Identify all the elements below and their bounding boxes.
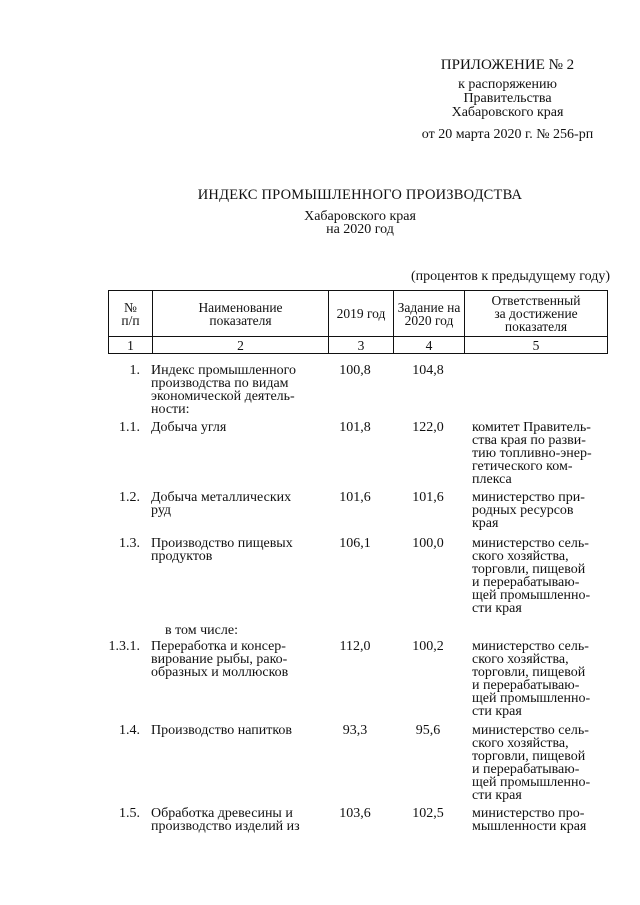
row-number: 1.5.	[119, 806, 140, 821]
appendix-date: от 20 марта 2020 г. № 256-рп	[421, 127, 594, 142]
header-task-2020: Задание на 2020 год	[394, 291, 465, 337]
row-indicator-name: Производство напитков	[151, 723, 293, 738]
header-num: № п/п	[109, 291, 153, 337]
row-responsible: министерство про- мышленности края	[472, 806, 587, 834]
header-responsible: Ответственный за достижение показателя	[465, 291, 608, 337]
row-responsible: министерство при- родных ресурсов края	[472, 490, 585, 531]
column-number: 3	[329, 337, 394, 354]
column-number: 1	[109, 337, 153, 354]
row-value-2020: 102,5	[412, 806, 444, 821]
row-indicator-name: Переработка и консер- вирование рыбы, рако- образных и моллюсков	[151, 639, 289, 680]
row-value-2019: 101,8	[339, 420, 371, 435]
appendix-line: к распоряжению	[458, 77, 557, 92]
row-indicator-name: Добыча металлических руд	[151, 490, 292, 518]
row-indicator-name: Добыча угля	[151, 420, 227, 435]
row-indicator-name: Индекс промышленного производства по видам экономической деятель- ности:	[151, 363, 296, 417]
units-note: (процентов к предыдущему году)	[410, 269, 610, 284]
row-number: 1.2.	[119, 490, 140, 505]
row-number: 1.3.	[119, 536, 140, 551]
row-value-2019: 112,0	[339, 639, 371, 654]
row-value-2020: 101,6	[412, 490, 444, 505]
appendix-line: Хабаровского края	[451, 105, 564, 120]
document-title: ИНДЕКС ПРОМЫШЛЕННОГО ПРОИЗВОДСТВА	[197, 187, 523, 203]
row-responsible: министерство сель- ского хозяйства, торговли, пищевой и перерабатываю- щей промышленно- сти края	[472, 723, 591, 803]
document-subtitle-region: Хабаровского края	[304, 209, 416, 224]
row-value-2020: 95,6	[415, 723, 441, 738]
row-value-2020: 104,8	[412, 363, 444, 378]
column-number: 2	[153, 337, 329, 354]
appendix-line: Правительства	[463, 91, 552, 106]
row-value-2020: 122,0	[412, 420, 444, 435]
document-subtitle-year: на 2020 год	[326, 222, 394, 237]
row-value-2019: 106,1	[339, 536, 371, 551]
row-number: 1.3.1.	[108, 639, 140, 654]
row-value-2019: 93,3	[342, 723, 368, 738]
row-value-2019: 103,6	[339, 806, 371, 821]
row-number: 1.	[129, 363, 140, 378]
row-value-2020: 100,2	[412, 639, 444, 654]
row-number: 1.1.	[119, 420, 140, 435]
row-responsible: комитет Правитель- ства края по разви- тию топливно-энер- гетического ком- плекса	[472, 420, 592, 487]
column-number: 5	[465, 337, 608, 354]
row-responsible: министерство сель- ского хозяйства, торговли, пищевой и перерабатываю- щей промышленно- сти края	[472, 639, 591, 719]
row-number: 1.4.	[119, 723, 140, 738]
header-name: Наименование показателя	[153, 291, 329, 337]
appendix-title: ПРИЛОЖЕНИЕ № 2	[440, 57, 575, 73]
column-number: 4	[394, 337, 465, 354]
row-value-2019: 100,8	[339, 363, 371, 378]
row-indicator-name: Обработка древесины и производство изделий из	[151, 806, 300, 834]
including-label: в том числе:	[165, 623, 238, 638]
row-responsible: министерство сель- ского хозяйства, торговли, пищевой и перерабатываю- щей промышленно- сти края	[472, 536, 591, 616]
row-value-2020: 100,0	[412, 536, 444, 551]
row-indicator-name: Производство пищевых продуктов	[151, 536, 293, 564]
row-value-2019: 101,6	[339, 490, 371, 505]
header-2019: 2019 год	[329, 291, 394, 337]
